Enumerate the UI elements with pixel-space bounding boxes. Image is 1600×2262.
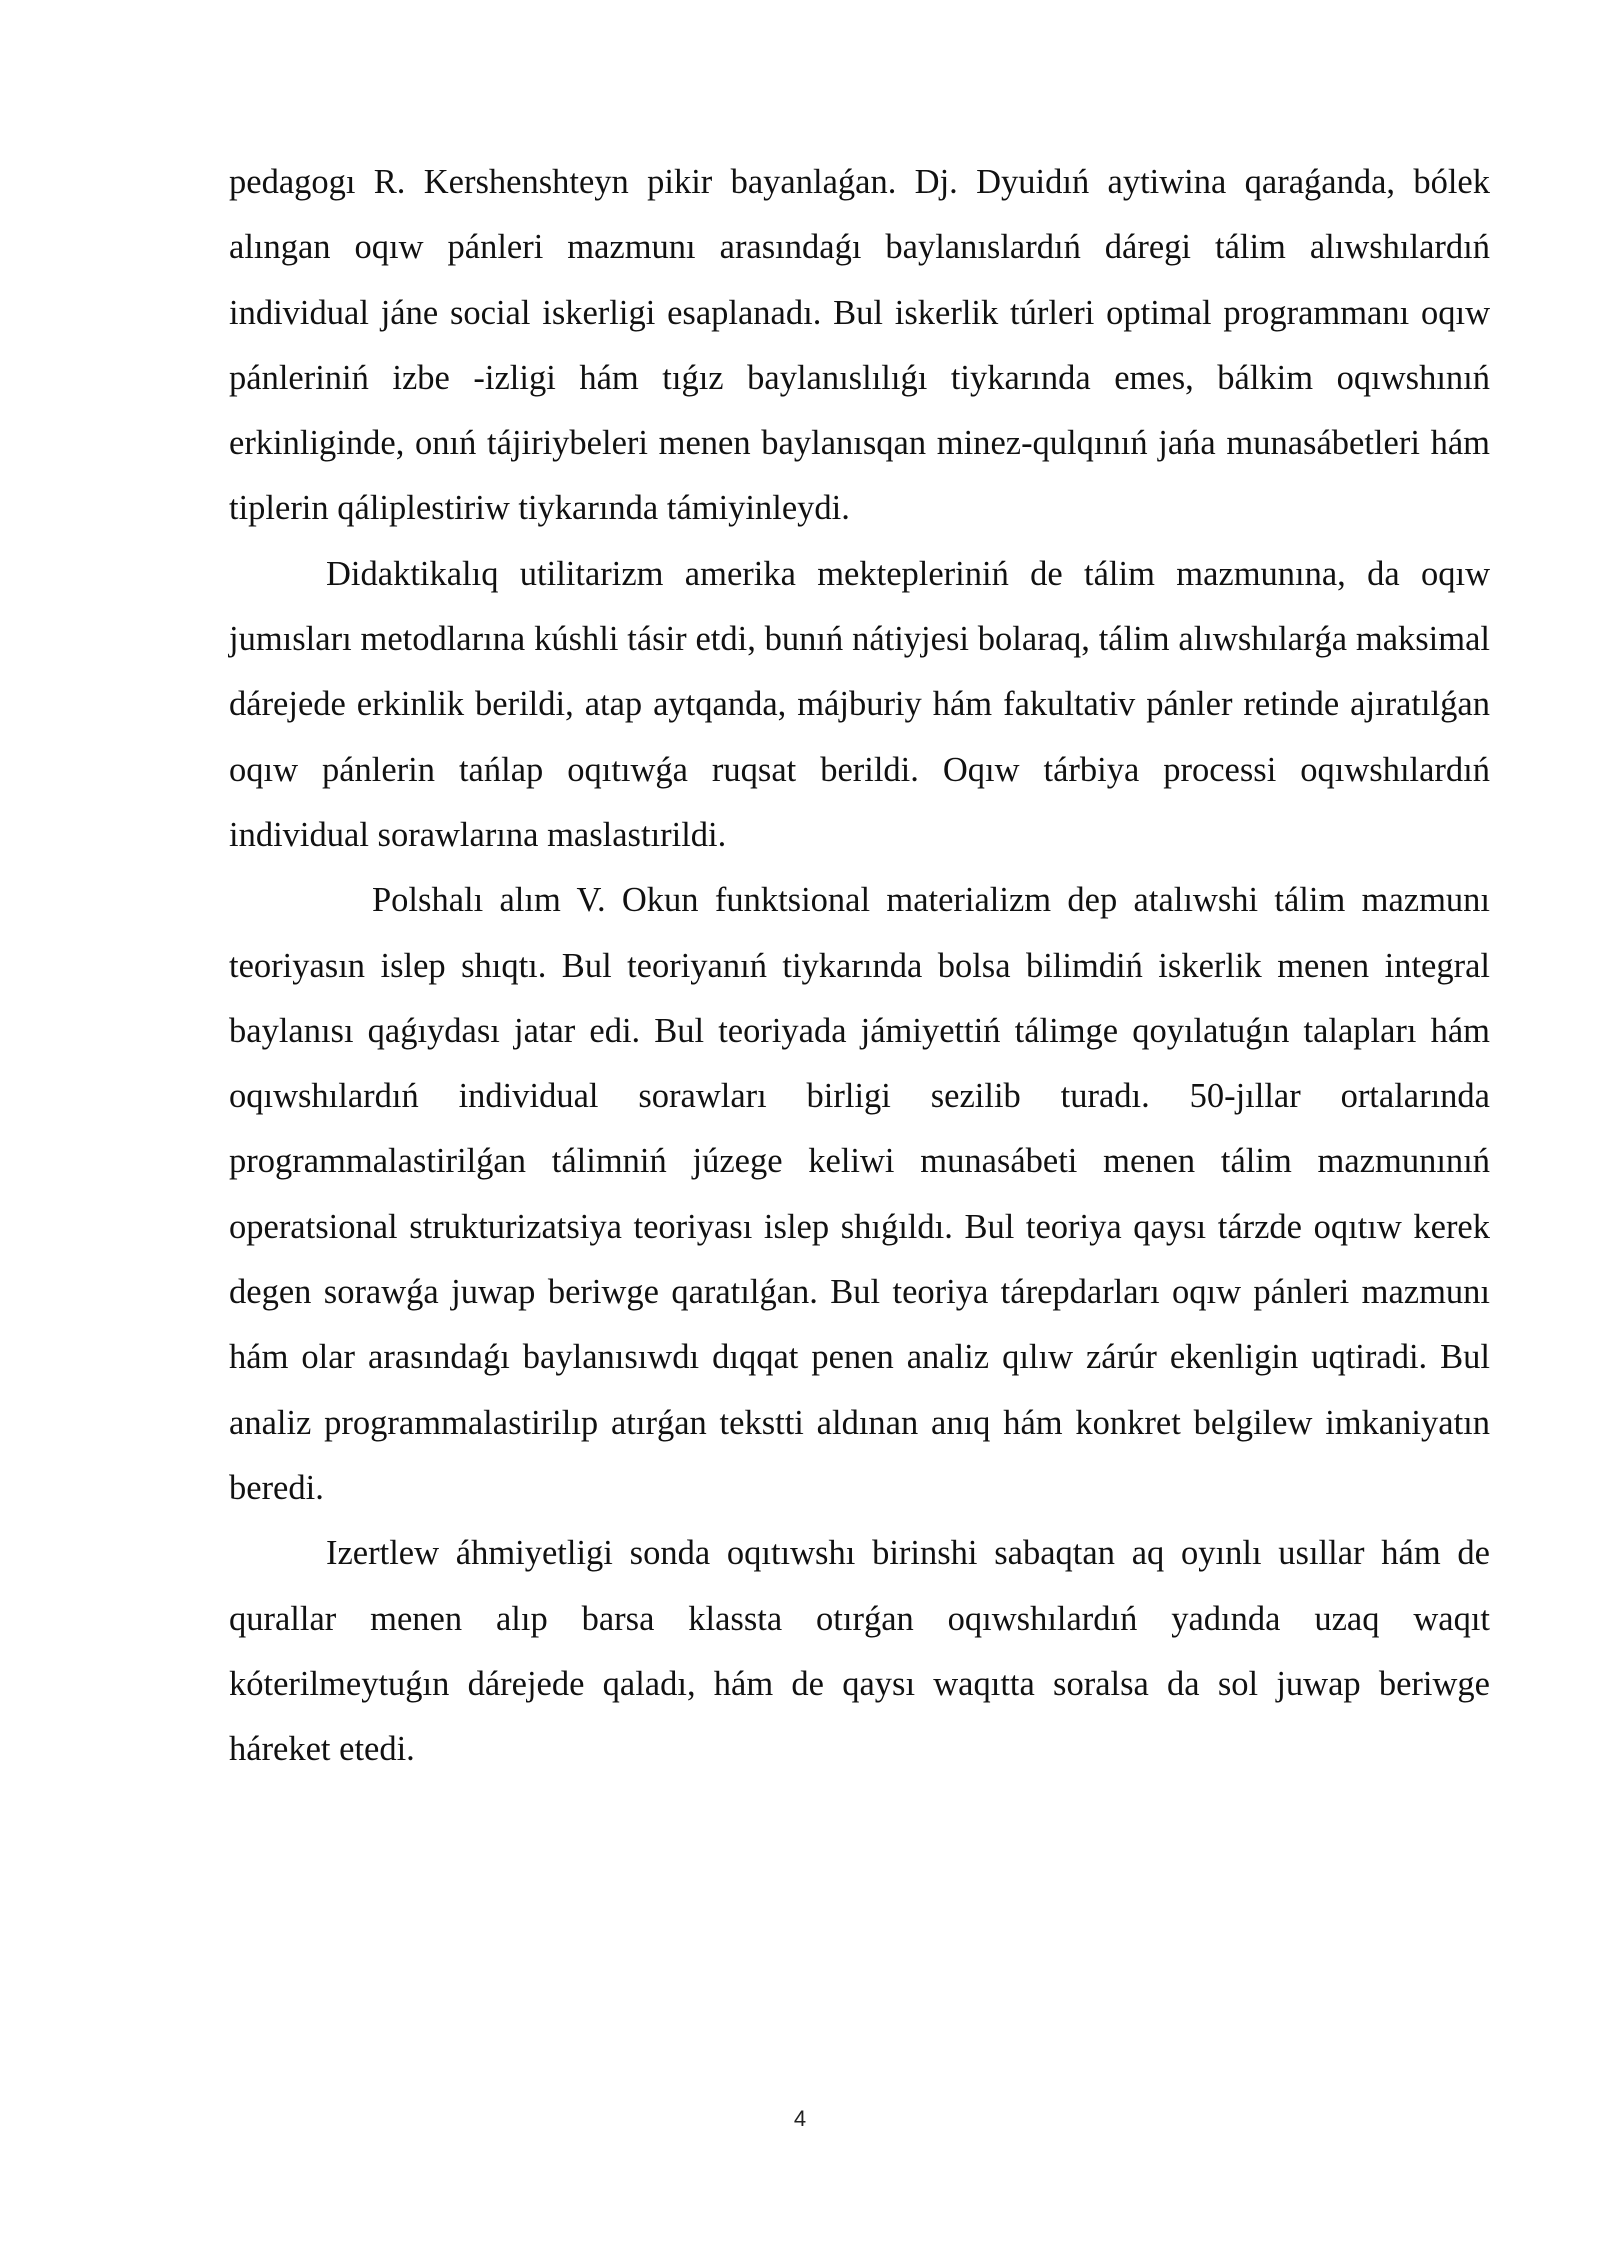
paragraph-research-importance: Izertlew áhmiyetligi sonda oqıtıwshı birinshi sabaqtan aq oyınlı usıllar hám de qurallar menen alıp barsa klassta otırǵan oqıwshılardıń yadında uzaq waqıt kóterilmeytuǵın dárejede qaladı, hám de qaysı waqıtta soralsa da sol juwap beriwge háreket etedi. — [229, 1534, 1490, 1769]
body-text — [229, 150, 1490, 1782]
paragraph-didactic-utilitarianism: Didaktikalıq utilitarizm amerika mektepleriniń de tálim mazmunına, da oqıw jumısları metodlarına kúshli tásir etdi, bunıń nátiyjesi bolaraq, tálim alıwshılarǵa maksimal dárejede erkinlik berildi, atap aytqanda, májburiy hám fakultativ pánler retinde ajıratılǵan oqıw pánlerin tańlap oqıtıwǵa ruqsat berildi. Oqıw tárbiya processi oqıwshılardıń individual sorawlarına maslastırildi. — [229, 554, 1490, 854]
page-number: 4 — [793, 2106, 807, 2131]
paragraph-functional-materialism: Polshalı alım V. Okun funktsional materializm dep atalıwshi tálim mazmunı teoriyasın islep shıqtı. Bul teoriyanıń tiykarında bolsa bilimdiń iskerlik menen integral baylanısı qaǵıydası jatar edi. Bul teoriyada jámiyettiń tálimge qoyılatuǵın talapları hám oqıwshılardıń individual sorawları birligi sezilib turadı. 50-jıllar ortalarında programmalastirilǵan tálimniń júzege keliwi munasábeti menen tálim mazmunınıń operatsional strukturizatsiya teoriyası islep shıǵıldı. Bul teoriya qaysı tárzde oqıtıw kerek degen sorawǵa juwap beriwge qaratılǵan. Bul teoriya tárepdarları oqıw pánleri mazmunı hám olar arasındaǵı baylanısıwdı dıqqat penen analiz qılıw zárúr ekenligin uqtiradi. Bul analiz programmalastirilıp atırǵan tekstti aldınan anıq hám konkret belgilew imkaniyatın beredi. — [229, 881, 1490, 1507]
paragraph-continuation: pedagogı R. Kershenshteyn pikir bayanlaǵan. Dj. Dyuidıń aytiwina qaraǵanda, bólek alıngan oqıw pánleri mazmunı arasındaǵı baylanıslardıń dáregi tálim alıwshılardıń individual jáne social iskerligi esaplanadı. Bul iskerlik túrleri optimal programmanı oqıw pánleriniń izbe -izligi hám tıǵız baylanıslılıǵı tiykarında emes, bálkim oqıwshınıń erkinliginde, onıń tájiriybeleri menen baylanısqan minez-qulqınıń jańa munasábetleri hám tiplerin qáliplestiriw tiykarında támiyinleydi. — [229, 163, 1490, 528]
